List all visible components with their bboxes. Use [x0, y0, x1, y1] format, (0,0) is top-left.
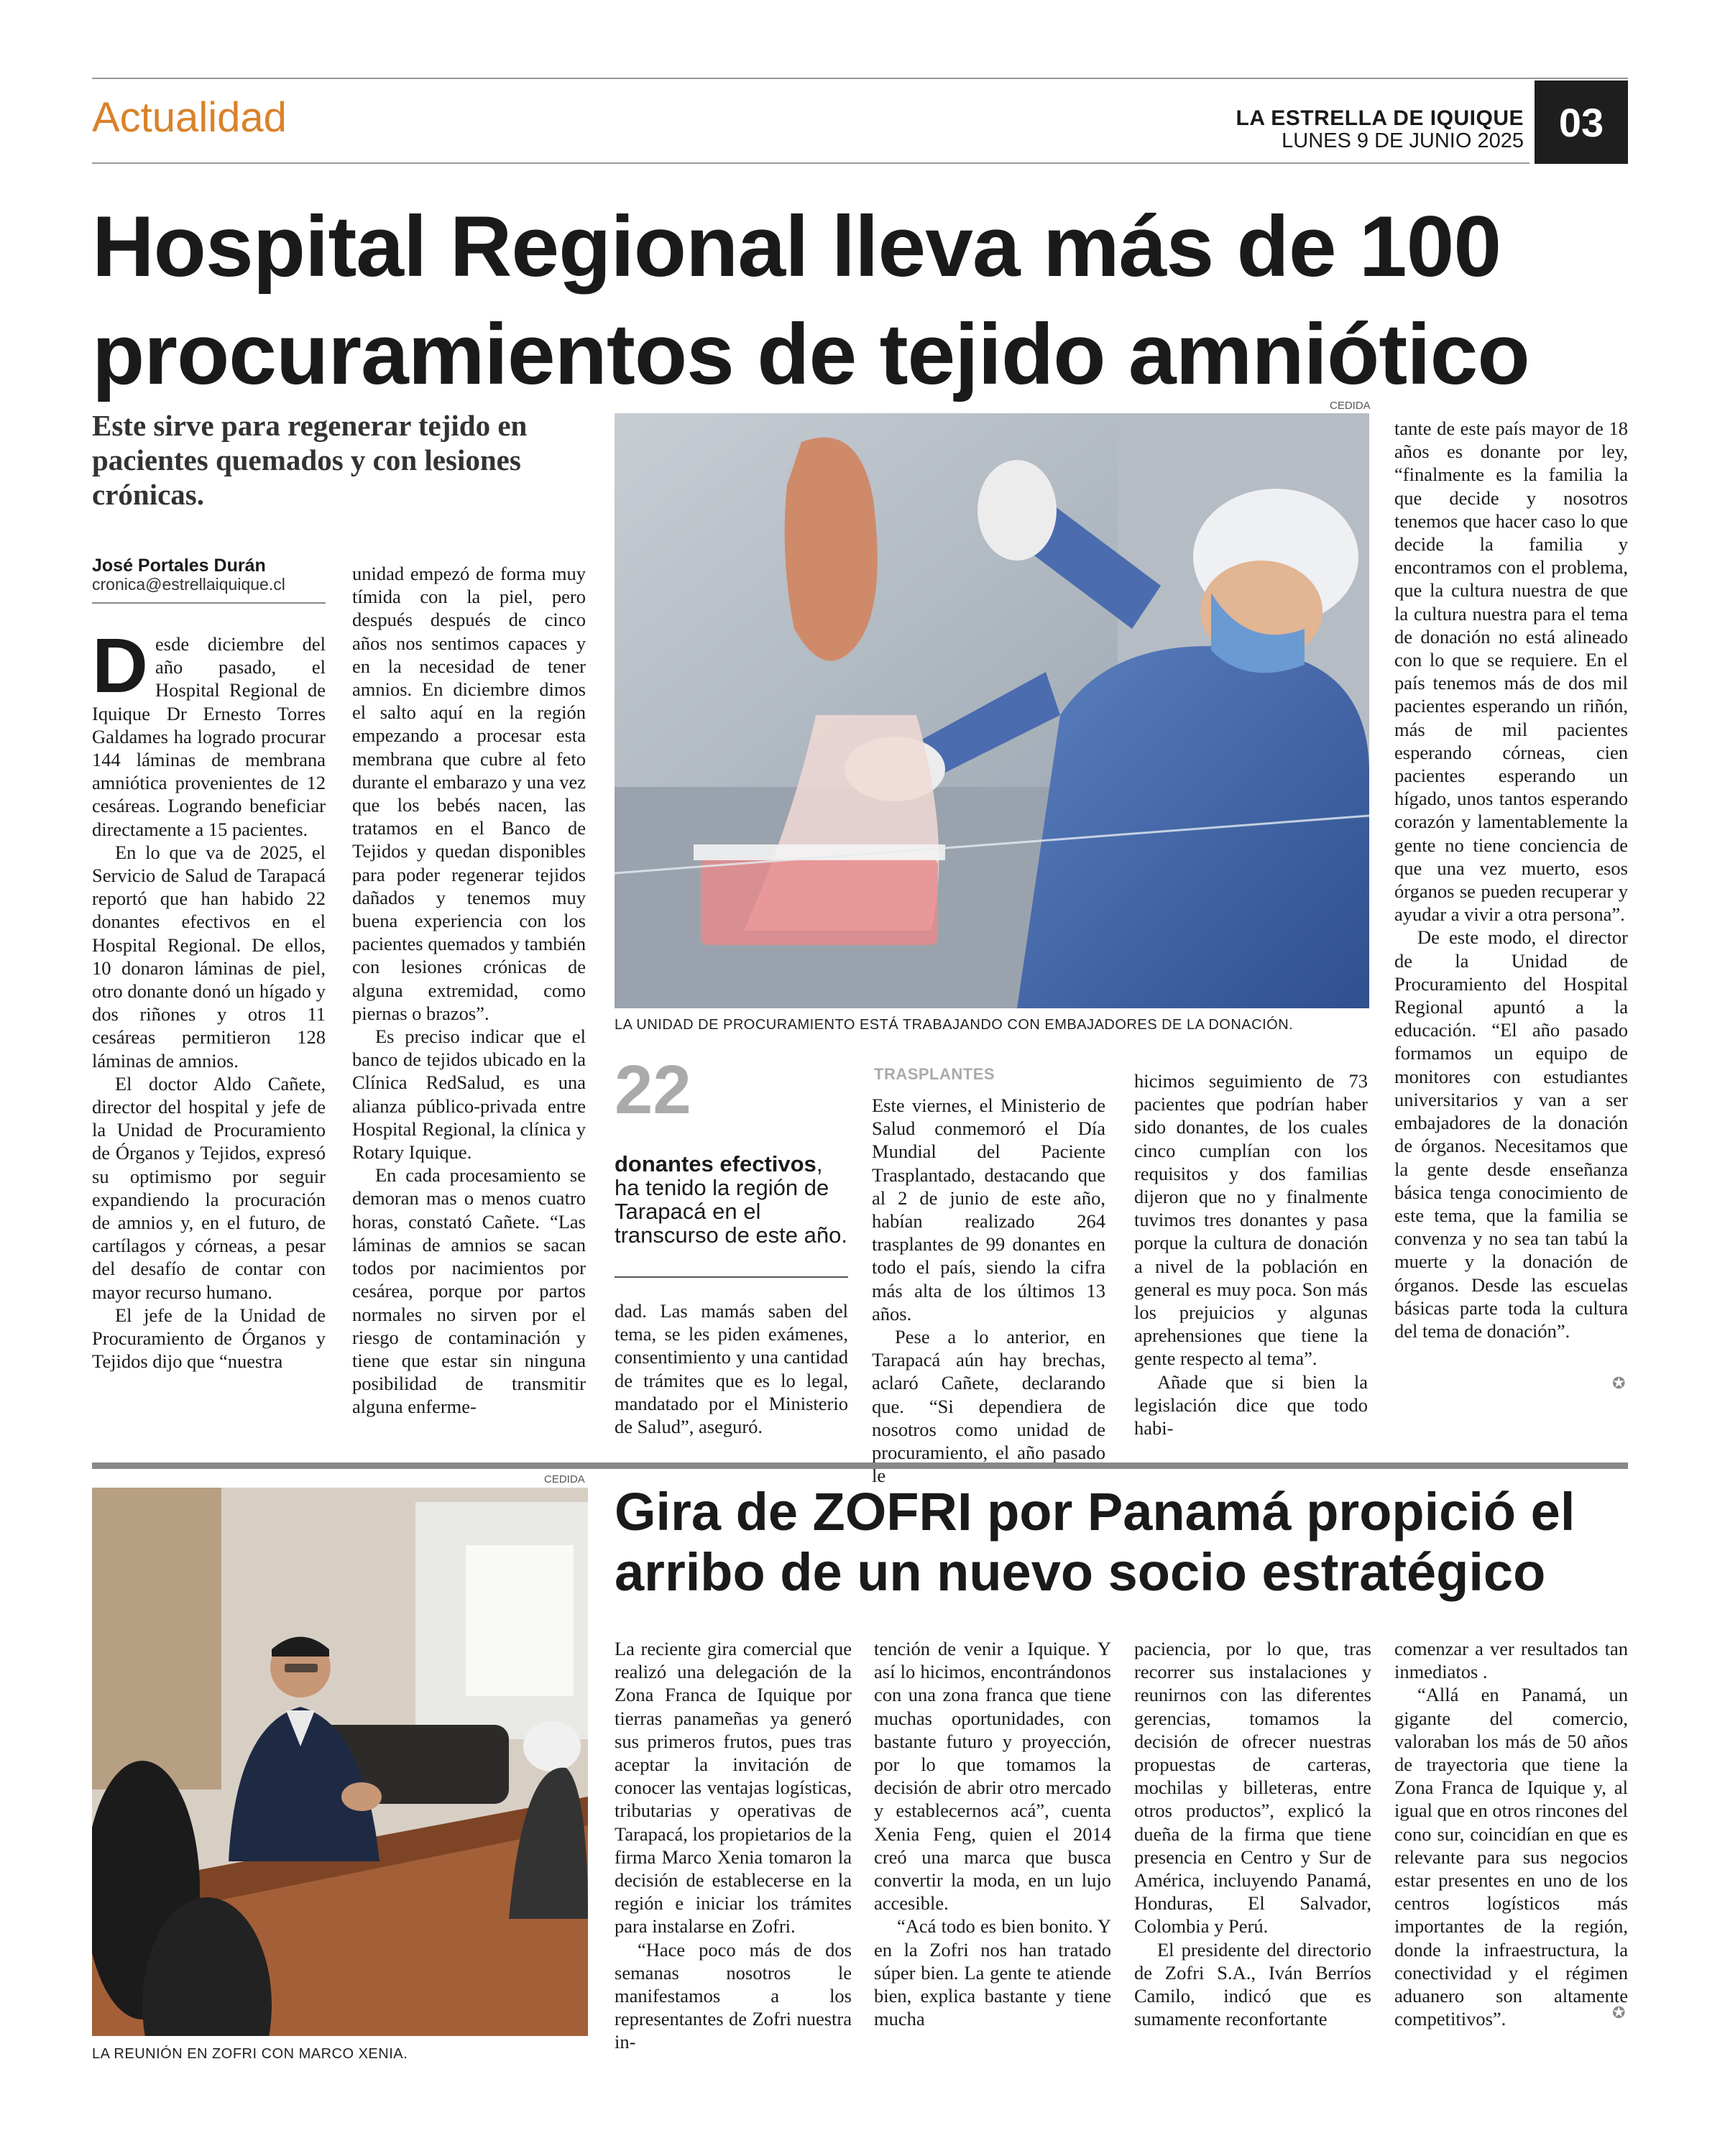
paragraph: “Allá en Panamá, un gigante del comercio, valoraban los más de 50 años de trayectoria que tiene la Zona Franca de Iquique y, al igual que en otros rincones del cono sur, coincidían en que es relevante para sus negocios estar presentes en uno de los centros logísticos más importantes de la región, donde la infraestructura, la conectividad y el régimen aduanero son altamente competitivos”.	[1394, 1684, 1628, 2030]
subsection-label: TRASPLANTES	[874, 1065, 995, 1083]
photo-caption: LA REUNIÓN EN ZOFRI CON MARCO XENIA.	[92, 2046, 408, 2062]
article-column-4	[872, 1094, 1105, 1487]
paragraph: dad. Las mamás saben del tema, se les piden exámenes, consentimiento y una cantidad de trámites que es lo legal, mandatado por el Ministerio de Salud”, aseguró.	[615, 1300, 848, 1438]
paragraph: esde diciembre del año pasado, el Hospital Regional de Iquique Dr Ernesto Torres Galdames ha logrado procurar 144 láminas de membrana amniótica provenientes de 12 cesáreas. Logrando beneficiar directamente a 15 pacientes.	[92, 633, 326, 840]
article-divider	[92, 1462, 1628, 1469]
paragraph: Pese a lo anterior, en Tarapacá aún hay brechas, aclaró Cañete, declarando que. “Si dependiera de nosotros como unidad de procuramiento, el año pasado le	[872, 1326, 1105, 1487]
paragraph: En lo que va de 2025, el Servicio de Salud de Tarapacá reportó que han habido 22 donantes efectivos en el Hospital Regional. De ellos, 10 donaron láminas de piel, otro donante donó un hígado y dos riñones y otros 11 cesáreas permitieron 128 láminas de amnios.	[92, 841, 326, 1072]
end-of-article-icon: ✪	[1612, 2004, 1626, 2022]
stat-rule	[615, 1276, 848, 1278]
paragraph: De este modo, el director de la Unidad de Procuramiento del Hospital Regional apuntó a la educación. “El año pasado formamos un equipo de monitores con estudiantes universitarios y van a ser embajadores de la donación de órganos. Necesitamos que la gente desde enseñanza básica tenga conocimiento de este tema, que la familia se convenza y no sea tan tabú la muerte y la donación de órganos. Desde las escuelas básicas parte toda la cultura del tema de donación”.	[1394, 926, 1628, 1342]
paragraph: El jefe de la Unidad de Procuramiento de Órganos y Tejidos dijo que “nuestra	[92, 1304, 326, 1373]
article2-column-3	[1134, 1637, 1371, 2030]
paragraph: tante de este país mayor de 18 años es donante por ley, “finalmente es la familia la que decide y nosotros tenemos que hacer caso lo que decide la familia y encontramos con el problema, que la cultura nuestra de que la cultura nuestra para el tema de donación no está alineado con lo que se requiere. En el país tenemos más de dos mil pacientes esperando un riñón, más de mil pacientes esperando córneas, cien pacientes esperando un hígado, unos tantos esperando corazón y lamentablemente la gente no tiene conciencia de que una vez muerto, esos órganos se pueden recuperar y ayudar a vivir a otra persona”.	[1394, 418, 1628, 926]
paragraph: tención de venir a Iquique. Y así lo hicimos, encontrándonos con una zona franca que tiene muchas oportunidades, con bastante futuro y proyección, por lo que tomamos la decisión de abrir otro mercado y establecernos acá”, cuenta Xenia Feng, quien el 2014 creó una marca que busca convertir la moda, en un lujo accesible.	[874, 1638, 1111, 1915]
drop-cap: D	[92, 622, 148, 709]
main-headline: Hospital Regional lleva más de 100 procuramientos de tejido amniótico	[92, 198, 1530, 402]
newspaper-name: LA ESTRELLA DE IQUIQUE	[1236, 106, 1524, 130]
paragraph: En cada procesamiento se demoran mas o menos cuatro horas, constató Cañete. “Las láminas de amnios se sacan todos por nacimientos por cesárea, porque por partos normales no sirven por el riesgo de contaminación y tiene que estar sin ninguna posibilidad de transmitir alguna enferme-	[352, 1164, 586, 1418]
header-rule	[92, 162, 1530, 164]
article-column-3	[615, 1299, 848, 1438]
top-rule	[92, 78, 1628, 79]
article2-column-4	[1394, 1637, 1628, 2030]
paragraph: hicimos seguimiento de 73 pacientes que podrían haber sido donantes, de los cuales cinco cumplían con los requisitos y dos familias dijeron que no y finalmente tuvimos tres donantes y pasa porque la cultura de donación a nivel de la población en general es muy poca. Son más los prejuicios y algunas aprehensiones que tiene la gente respecto al tema”.	[1134, 1070, 1368, 1370]
paragraph: Este viernes, el Ministerio de Salud conmemoró el Día Mundial del Paciente Trasplantado, destacando que al 2 de junio de este año, habían realizado 264 trasplantes de 99 donantes en todo el país, siendo la cifra más alta de los últimos 13 años.	[872, 1095, 1105, 1325]
section-label: Actualidad	[92, 94, 287, 141]
photo-credit: CEDIDA	[1330, 400, 1371, 412]
article2-column-2	[874, 1637, 1111, 2030]
stat-number: 22	[615, 1051, 691, 1128]
paragraph: unidad empezó de forma muy tímida con la piel, pero después después de cinco años nos sentimos capaces y en la necesidad de tener amnios. En diciembre dimos el salto aquí en la región empezando a procesar esta membrana que cubre al feto durante el embarazo y una vez que los bebés nacen, las tratamos en el Banco de Tejidos y quedan disponibles para poder regenerar tejidos dañados y tenemos muy buena experiencia con los pacientes quemados y también con lesiones crónicas de alguna extremidad, como piernas o brazos”.	[352, 563, 586, 1024]
photo-zofri-meeting	[92, 1488, 588, 2036]
paragraph: comenzar a ver resultados tan inmediatos .	[1394, 1638, 1628, 1683]
page-number: 03	[1535, 80, 1628, 164]
photo-procurement-lab	[615, 413, 1369, 1008]
byline-email: cronica@estrellaiquique.cl	[92, 575, 285, 594]
article-column-1	[92, 622, 326, 1373]
paragraph: El presidente del directorio de Zofri S.A., Iván Berríos Camilo, indicó que es sumamente reconfortante	[1134, 1938, 1371, 2030]
second-headline: Gira de ZOFRI por Panamá propició el arribo de un nuevo socio estratégico	[615, 1482, 1576, 1602]
paragraph: Añade que si bien la legislación dice que todo habi-	[1134, 1370, 1368, 1439]
article-column-6	[1394, 417, 1628, 1342]
article2-column-1	[615, 1637, 852, 2054]
photo-credit: CEDIDA	[544, 1473, 585, 1485]
paragraph: “Hace poco más de dos semanas nosotros le manifestamos a los representantes de Zofri nuestra in-	[615, 1938, 852, 2053]
paragraph: La reciente gira comercial que realizó una delegación de la Zona Franca de Iquique por tierras panameñas ya generó sus primeros frutos, pues tras aceptar la invitación de conocer las ventajas logísticas, tributarias y operativas de Tarapacá, los propietarios de la firma Marco Xenia tomaron la decisión de establecerse en la región e iniciar los trámites para instalarse en Zofri.	[615, 1638, 852, 1938]
stat-description	[615, 1152, 852, 1247]
paragraph: “Acá todo es bien bonito. Y en la Zofri nos han tratado súper bien. La gente te atiende bien, explica bastante y tiene mucha	[874, 1915, 1111, 2030]
paragraph: Es preciso indicar que el banco de tejidos ubicado en la Clínica RedSalud, es una alianza público-privada entre Hospital Regional, la clínica y Rotary Iquique.	[352, 1026, 586, 1164]
paragraph: El doctor Aldo Cañete, director del hospital y jefe de la Unidad de Procuramiento de Órganos y Tejidos, expresó su optimismo por seguir expandiendo la procuración de amnios y, en el futuro, de cartílagos y córneas, a pesar del desafío de contar con mayor recurso humano.	[92, 1072, 326, 1303]
byline-author: José Portales Durán	[92, 556, 266, 576]
stat-highlight: donantes efectivos	[615, 1151, 816, 1176]
paragraph: paciencia, por lo que, tras recorrer sus instalaciones y reunirnos con las diferentes gerencias, tomamos la decisión de ofrecer nuestras propuestas de carteras, mochilas y billeteras, entre otros productos”, explicó la dueña de la firma que tiene presencia en Centro y Sur de América, incluyendo Panamá, Honduras, El Salvador, Colombia y Perú.	[1134, 1638, 1371, 1938]
issue-date: LUNES 9 DE JUNIO 2025	[1282, 129, 1524, 152]
article-column-5	[1134, 1069, 1368, 1439]
stat-rest: , ha tenido la región de Tarapacá en el transcurso de este año.	[615, 1151, 847, 1248]
article-column-2	[352, 562, 586, 1419]
end-of-article-icon: ✪	[1612, 1374, 1626, 1392]
byline-rule	[92, 602, 326, 604]
subheadline: Este sirve para regenerar tejido en pacientes quemados y con lesiones crónicas.	[92, 409, 528, 511]
photo-caption: LA UNIDAD DE PROCURAMIENTO ESTÁ TRABAJANDO CON EMBAJADORES DE LA DONACIÓN.	[615, 1017, 1294, 1033]
